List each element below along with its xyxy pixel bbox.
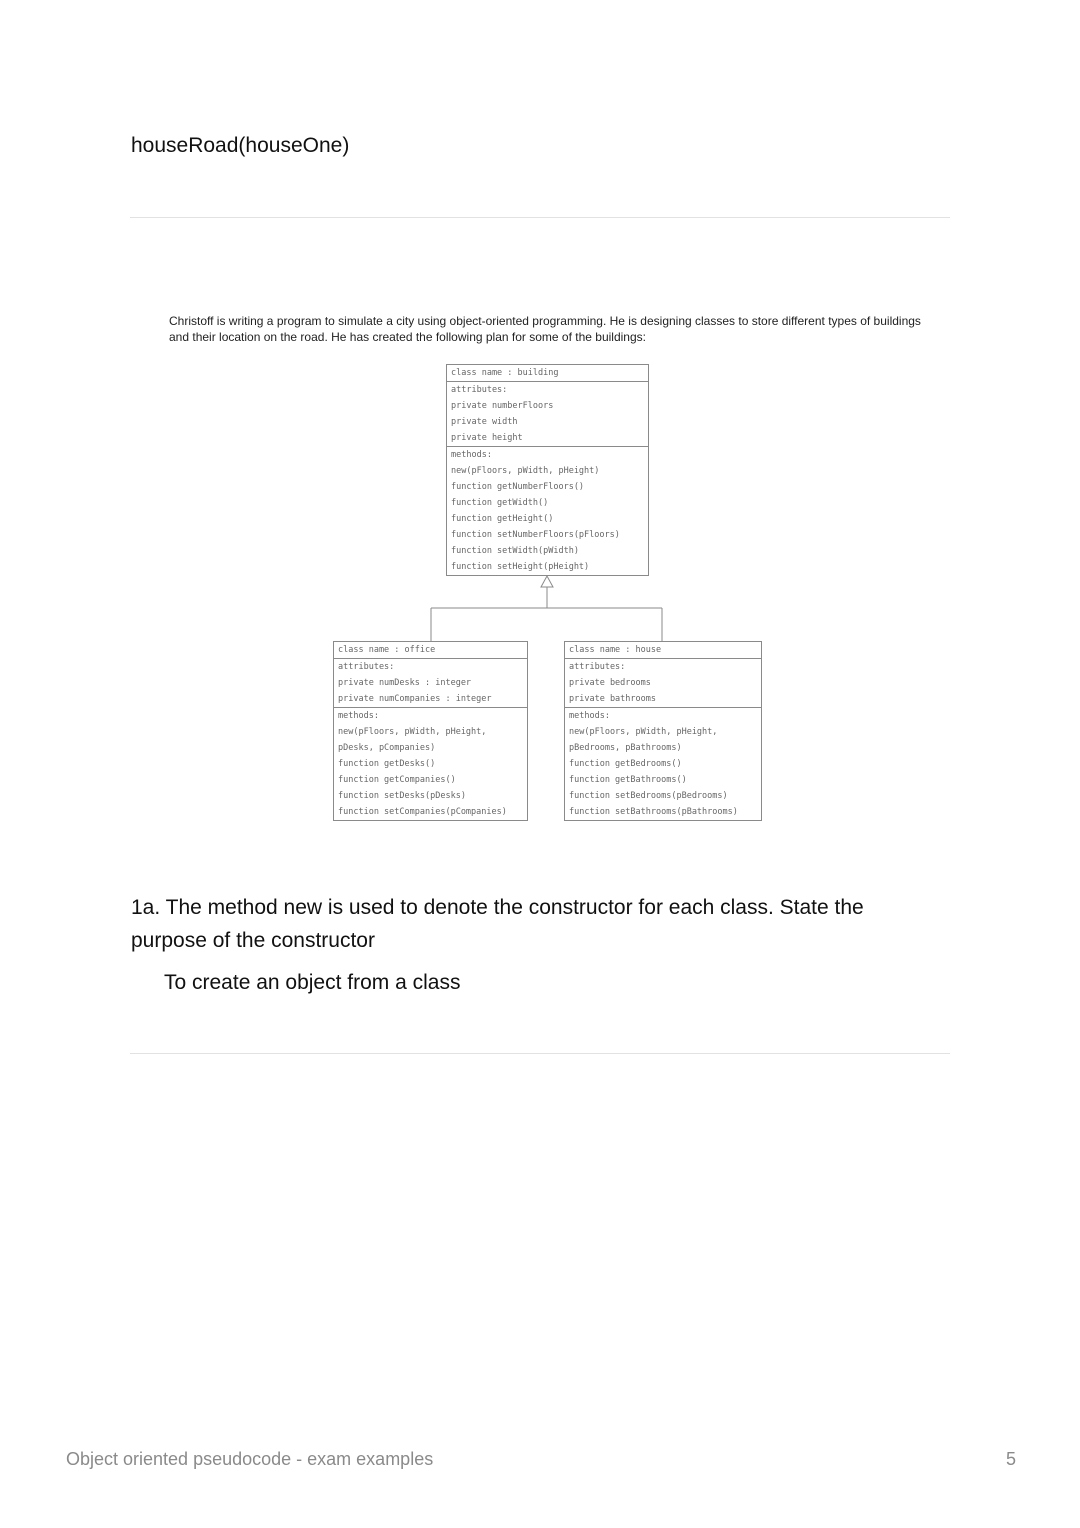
attributes-label: attributes: <box>451 385 508 395</box>
method: function setCompanies(pCompanies) <box>338 807 507 817</box>
attribute: private numDesks : integer <box>338 678 472 688</box>
methods-label: methods: <box>338 711 379 721</box>
method: new(pFloors, pWidth, pHeight, <box>338 727 487 737</box>
attribute: private height <box>451 433 523 443</box>
class-name: class name : building <box>451 368 559 378</box>
inheritance-connector <box>0 0 1080 700</box>
method: function getBedrooms() <box>569 759 682 769</box>
uml-class-office <box>333 641 528 821</box>
method: function getDesks() <box>338 759 436 769</box>
attribute: private numCompanies : integer <box>338 694 492 704</box>
method: function setDesks(pDesks) <box>338 791 466 801</box>
method: function setWidth(pWidth) <box>451 546 579 556</box>
attributes-label: attributes: <box>569 662 626 672</box>
method: function getNumberFloors() <box>451 482 585 492</box>
footer-title: Object oriented pseudocode - exam examples <box>66 1449 434 1469</box>
method: pDesks, pCompanies) <box>338 743 436 753</box>
method: function setHeight(pHeight) <box>451 562 590 572</box>
attribute: private width <box>451 417 518 427</box>
method: function setNumberFloors(pFloors) <box>451 530 620 540</box>
methods-label: methods: <box>569 711 610 721</box>
attribute: private numberFloors <box>451 401 554 411</box>
class-name: class name : house <box>569 645 662 655</box>
method: new(pFloors, pWidth, pHeight) <box>451 466 600 476</box>
answer-text: To create an object from a class <box>164 971 461 994</box>
attribute: private bedrooms <box>569 678 651 688</box>
code-line: houseRoad(houseOne) <box>131 134 350 157</box>
method: function setBedrooms(pBedrooms) <box>569 791 728 801</box>
method: new(pFloors, pWidth, pHeight, <box>569 727 718 737</box>
method: function getHeight() <box>451 514 554 524</box>
methods-label: methods: <box>451 450 492 460</box>
class-name: class name : office <box>338 645 436 655</box>
method: pBedrooms, pBathrooms) <box>569 743 682 753</box>
attributes-label: attributes: <box>338 662 395 672</box>
attribute: private bathrooms <box>569 694 656 704</box>
method: function setBathrooms(pBathrooms) <box>569 807 738 817</box>
figure-intro: Christoff is writing a program to simulate a city using object-oriented programming. He is designing classes to store different types of buildings and their location on the road. He has created the following plan for some of the buildings: <box>169 314 921 344</box>
method: function getWidth() <box>451 498 549 508</box>
inheritance-arrow-icon <box>541 576 553 587</box>
method: function getCompanies() <box>338 775 456 785</box>
question-text: 1a. The method new is used to denote the constructor for each class. State the purpose of the constructor <box>131 896 864 952</box>
uml-class-house <box>564 641 762 821</box>
divider <box>130 1053 950 1054</box>
page-number: 5 <box>1005 1449 1016 1469</box>
method: function getBathrooms() <box>569 775 687 785</box>
